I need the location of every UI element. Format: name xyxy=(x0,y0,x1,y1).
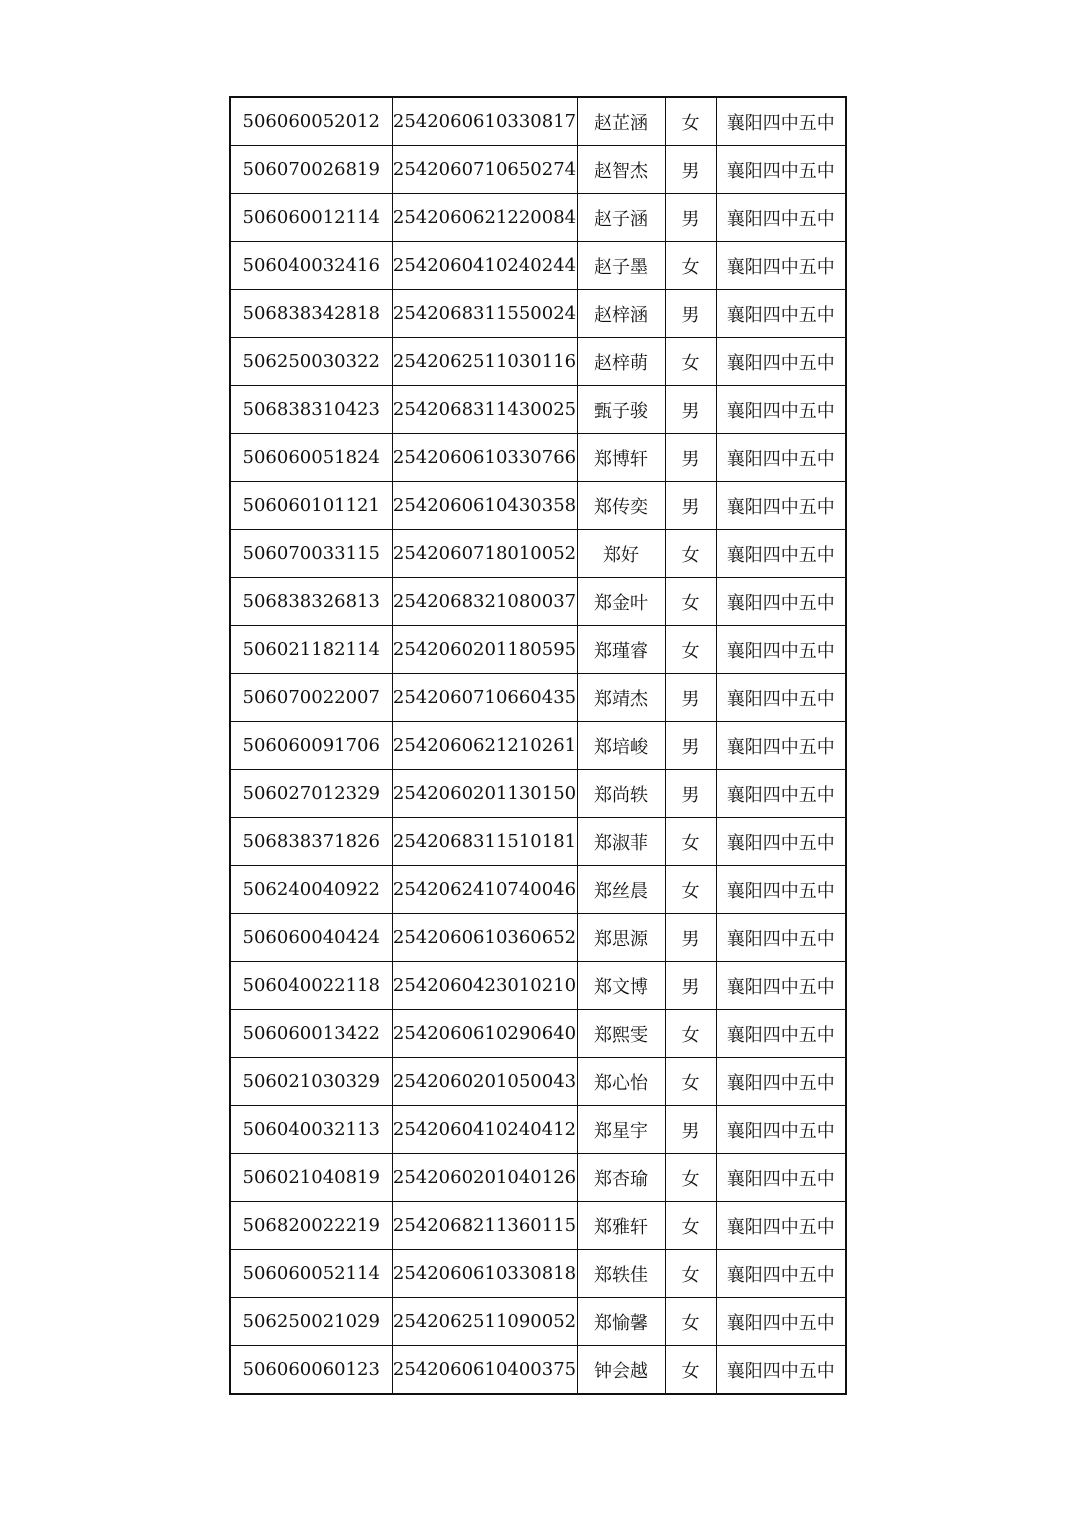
student-name-cell: 郑瑾睿 xyxy=(577,626,665,674)
student-name-cell: 钟会越 xyxy=(577,1346,665,1395)
exam-id-cell: 506250021029 xyxy=(230,1298,392,1346)
registration-number-cell: 2542068311510181 xyxy=(392,818,577,866)
gender-cell: 男 xyxy=(665,1106,716,1154)
student-name-cell: 郑尚轶 xyxy=(577,770,665,818)
exam-id-cell: 506021040819 xyxy=(230,1154,392,1202)
student-name-cell: 郑传奕 xyxy=(577,482,665,530)
exam-id-cell: 506060013422 xyxy=(230,1010,392,1058)
registration-number-cell: 2542060718010052 xyxy=(392,530,577,578)
gender-cell: 男 xyxy=(665,386,716,434)
gender-cell: 女 xyxy=(665,1010,716,1058)
registration-number-cell: 2542062511030116 xyxy=(392,338,577,386)
school-cell: 襄阳四中五中 xyxy=(716,146,846,194)
exam-id-cell: 506838310423 xyxy=(230,386,392,434)
gender-cell: 男 xyxy=(665,146,716,194)
school-cell: 襄阳四中五中 xyxy=(716,578,846,626)
student-name-cell: 郑淑菲 xyxy=(577,818,665,866)
gender-cell: 男 xyxy=(665,722,716,770)
school-cell: 襄阳四中五中 xyxy=(716,914,846,962)
registration-number-cell: 2542060410240244 xyxy=(392,242,577,290)
registration-number-cell: 2542068211360115 xyxy=(392,1202,577,1250)
gender-cell: 男 xyxy=(665,194,716,242)
registration-number-cell: 2542060710660435 xyxy=(392,674,577,722)
school-cell: 襄阳四中五中 xyxy=(716,962,846,1010)
student-name-cell: 郑博轩 xyxy=(577,434,665,482)
school-cell: 襄阳四中五中 xyxy=(716,1298,846,1346)
gender-cell: 女 xyxy=(665,1154,716,1202)
table-row xyxy=(230,386,846,434)
exam-id-cell: 506060051824 xyxy=(230,434,392,482)
school-cell: 襄阳四中五中 xyxy=(716,770,846,818)
table-row xyxy=(230,1106,846,1154)
gender-cell: 男 xyxy=(665,770,716,818)
exam-id-cell: 506060052114 xyxy=(230,1250,392,1298)
gender-cell: 男 xyxy=(665,674,716,722)
exam-id-cell: 506060101121 xyxy=(230,482,392,530)
table-row xyxy=(230,914,846,962)
student-name-cell: 甄子骏 xyxy=(577,386,665,434)
student-name-cell: 赵智杰 xyxy=(577,146,665,194)
gender-cell: 女 xyxy=(665,1346,716,1395)
registration-number-cell: 2542060201050043 xyxy=(392,1058,577,1106)
registration-number-cell: 2542060201040126 xyxy=(392,1154,577,1202)
table-row xyxy=(230,338,846,386)
student-name-cell: 郑愉馨 xyxy=(577,1298,665,1346)
exam-id-cell: 506060040424 xyxy=(230,914,392,962)
school-cell: 襄阳四中五中 xyxy=(716,1346,846,1395)
table-row xyxy=(230,1298,846,1346)
gender-cell: 男 xyxy=(665,482,716,530)
gender-cell: 男 xyxy=(665,290,716,338)
exam-id-cell: 506040032416 xyxy=(230,242,392,290)
student-name-cell: 郑好 xyxy=(577,530,665,578)
gender-cell: 女 xyxy=(665,242,716,290)
school-cell: 襄阳四中五中 xyxy=(716,386,846,434)
student-name-cell: 郑文博 xyxy=(577,962,665,1010)
exam-id-cell: 506027012329 xyxy=(230,770,392,818)
roster-table xyxy=(229,96,847,1395)
exam-id-cell: 506838371826 xyxy=(230,818,392,866)
exam-id-cell: 506240040922 xyxy=(230,866,392,914)
registration-number-cell: 2542060610400375 xyxy=(392,1346,577,1395)
registration-number-cell: 2542060621220084 xyxy=(392,194,577,242)
student-name-cell: 赵子墨 xyxy=(577,242,665,290)
registration-number-cell: 2542060610360652 xyxy=(392,914,577,962)
school-cell: 襄阳四中五中 xyxy=(716,818,846,866)
school-cell: 襄阳四中五中 xyxy=(716,1106,846,1154)
school-cell: 襄阳四中五中 xyxy=(716,242,846,290)
table-row xyxy=(230,1010,846,1058)
school-cell: 襄阳四中五中 xyxy=(716,482,846,530)
registration-number-cell: 2542060710650274 xyxy=(392,146,577,194)
registration-number-cell: 2542060410240412 xyxy=(392,1106,577,1154)
registration-number-cell: 2542068321080037 xyxy=(392,578,577,626)
roster-body xyxy=(230,97,846,1394)
student-name-cell: 郑星宇 xyxy=(577,1106,665,1154)
table-row xyxy=(230,1202,846,1250)
registration-number-cell: 2542060201180595 xyxy=(392,626,577,674)
school-cell: 襄阳四中五中 xyxy=(716,530,846,578)
school-cell: 襄阳四中五中 xyxy=(716,194,846,242)
school-cell: 襄阳四中五中 xyxy=(716,1154,846,1202)
gender-cell: 男 xyxy=(665,434,716,482)
gender-cell: 女 xyxy=(665,530,716,578)
table-row xyxy=(230,482,846,530)
registration-number-cell: 2542060201130150 xyxy=(392,770,577,818)
exam-id-cell: 506060012114 xyxy=(230,194,392,242)
school-cell: 襄阳四中五中 xyxy=(716,722,846,770)
table-row xyxy=(230,290,846,338)
table-row xyxy=(230,722,846,770)
gender-cell: 女 xyxy=(665,1202,716,1250)
exam-id-cell: 506060052012 xyxy=(230,97,392,146)
exam-id-cell: 506040022118 xyxy=(230,962,392,1010)
table-row xyxy=(230,1346,846,1395)
table-row xyxy=(230,866,846,914)
registration-number-cell: 2542060610330817 xyxy=(392,97,577,146)
gender-cell: 女 xyxy=(665,1250,716,1298)
table-row xyxy=(230,674,846,722)
table-row xyxy=(230,146,846,194)
student-name-cell: 郑金叶 xyxy=(577,578,665,626)
gender-cell: 女 xyxy=(665,1058,716,1106)
student-name-cell: 郑培峻 xyxy=(577,722,665,770)
registration-number-cell: 2542068311550024 xyxy=(392,290,577,338)
student-name-cell: 郑靖杰 xyxy=(577,674,665,722)
student-name-cell: 赵子涵 xyxy=(577,194,665,242)
student-name-cell: 赵梓萌 xyxy=(577,338,665,386)
registration-number-cell: 2542062410740046 xyxy=(392,866,577,914)
registration-number-cell: 2542060423010210 xyxy=(392,962,577,1010)
gender-cell: 女 xyxy=(665,97,716,146)
table-row xyxy=(230,1154,846,1202)
gender-cell: 女 xyxy=(665,866,716,914)
school-cell: 襄阳四中五中 xyxy=(716,290,846,338)
school-cell: 襄阳四中五中 xyxy=(716,1250,846,1298)
table-row xyxy=(230,578,846,626)
gender-cell: 女 xyxy=(665,1298,716,1346)
school-cell: 襄阳四中五中 xyxy=(716,1202,846,1250)
table-row xyxy=(230,194,846,242)
table-row xyxy=(230,1250,846,1298)
exam-id-cell: 506838326813 xyxy=(230,578,392,626)
student-name-cell: 郑雅轩 xyxy=(577,1202,665,1250)
gender-cell: 女 xyxy=(665,626,716,674)
student-name-cell: 郑思源 xyxy=(577,914,665,962)
exam-id-cell: 506070026819 xyxy=(230,146,392,194)
exam-id-cell: 506021030329 xyxy=(230,1058,392,1106)
gender-cell: 女 xyxy=(665,818,716,866)
student-name-cell: 郑心怡 xyxy=(577,1058,665,1106)
school-cell: 襄阳四中五中 xyxy=(716,1058,846,1106)
exam-id-cell: 506060091706 xyxy=(230,722,392,770)
student-name-cell: 郑熙雯 xyxy=(577,1010,665,1058)
table-row xyxy=(230,242,846,290)
exam-id-cell: 506021182114 xyxy=(230,626,392,674)
student-name-cell: 赵芷涵 xyxy=(577,97,665,146)
table-row xyxy=(230,1058,846,1106)
student-name-cell: 郑丝晨 xyxy=(577,866,665,914)
school-cell: 襄阳四中五中 xyxy=(716,626,846,674)
school-cell: 襄阳四中五中 xyxy=(716,674,846,722)
table-row xyxy=(230,530,846,578)
gender-cell: 男 xyxy=(665,962,716,1010)
table-row xyxy=(230,962,846,1010)
exam-id-cell: 506040032113 xyxy=(230,1106,392,1154)
gender-cell: 女 xyxy=(665,578,716,626)
table-row xyxy=(230,770,846,818)
school-cell: 襄阳四中五中 xyxy=(716,338,846,386)
registration-number-cell: 2542060610330766 xyxy=(392,434,577,482)
school-cell: 襄阳四中五中 xyxy=(716,434,846,482)
exam-id-cell: 506820022219 xyxy=(230,1202,392,1250)
table-row xyxy=(230,434,846,482)
student-name-cell: 赵梓涵 xyxy=(577,290,665,338)
table-row xyxy=(230,818,846,866)
student-name-cell: 郑杏瑜 xyxy=(577,1154,665,1202)
student-name-cell: 郑轶佳 xyxy=(577,1250,665,1298)
table-row xyxy=(230,626,846,674)
gender-cell: 女 xyxy=(665,338,716,386)
registration-number-cell: 2542060610290640 xyxy=(392,1010,577,1058)
table-row xyxy=(230,97,846,146)
exam-id-cell: 506250030322 xyxy=(230,338,392,386)
school-cell: 襄阳四中五中 xyxy=(716,1010,846,1058)
registration-number-cell: 2542068311430025 xyxy=(392,386,577,434)
registration-number-cell: 2542062511090052 xyxy=(392,1298,577,1346)
exam-id-cell: 506070022007 xyxy=(230,674,392,722)
exam-id-cell: 506070033115 xyxy=(230,530,392,578)
exam-id-cell: 506060060123 xyxy=(230,1346,392,1395)
gender-cell: 男 xyxy=(665,914,716,962)
exam-id-cell: 506838342818 xyxy=(230,290,392,338)
school-cell: 襄阳四中五中 xyxy=(716,866,846,914)
registration-number-cell: 2542060621210261 xyxy=(392,722,577,770)
school-cell: 襄阳四中五中 xyxy=(716,97,846,146)
registration-number-cell: 2542060610330818 xyxy=(392,1250,577,1298)
registration-number-cell: 2542060610430358 xyxy=(392,482,577,530)
